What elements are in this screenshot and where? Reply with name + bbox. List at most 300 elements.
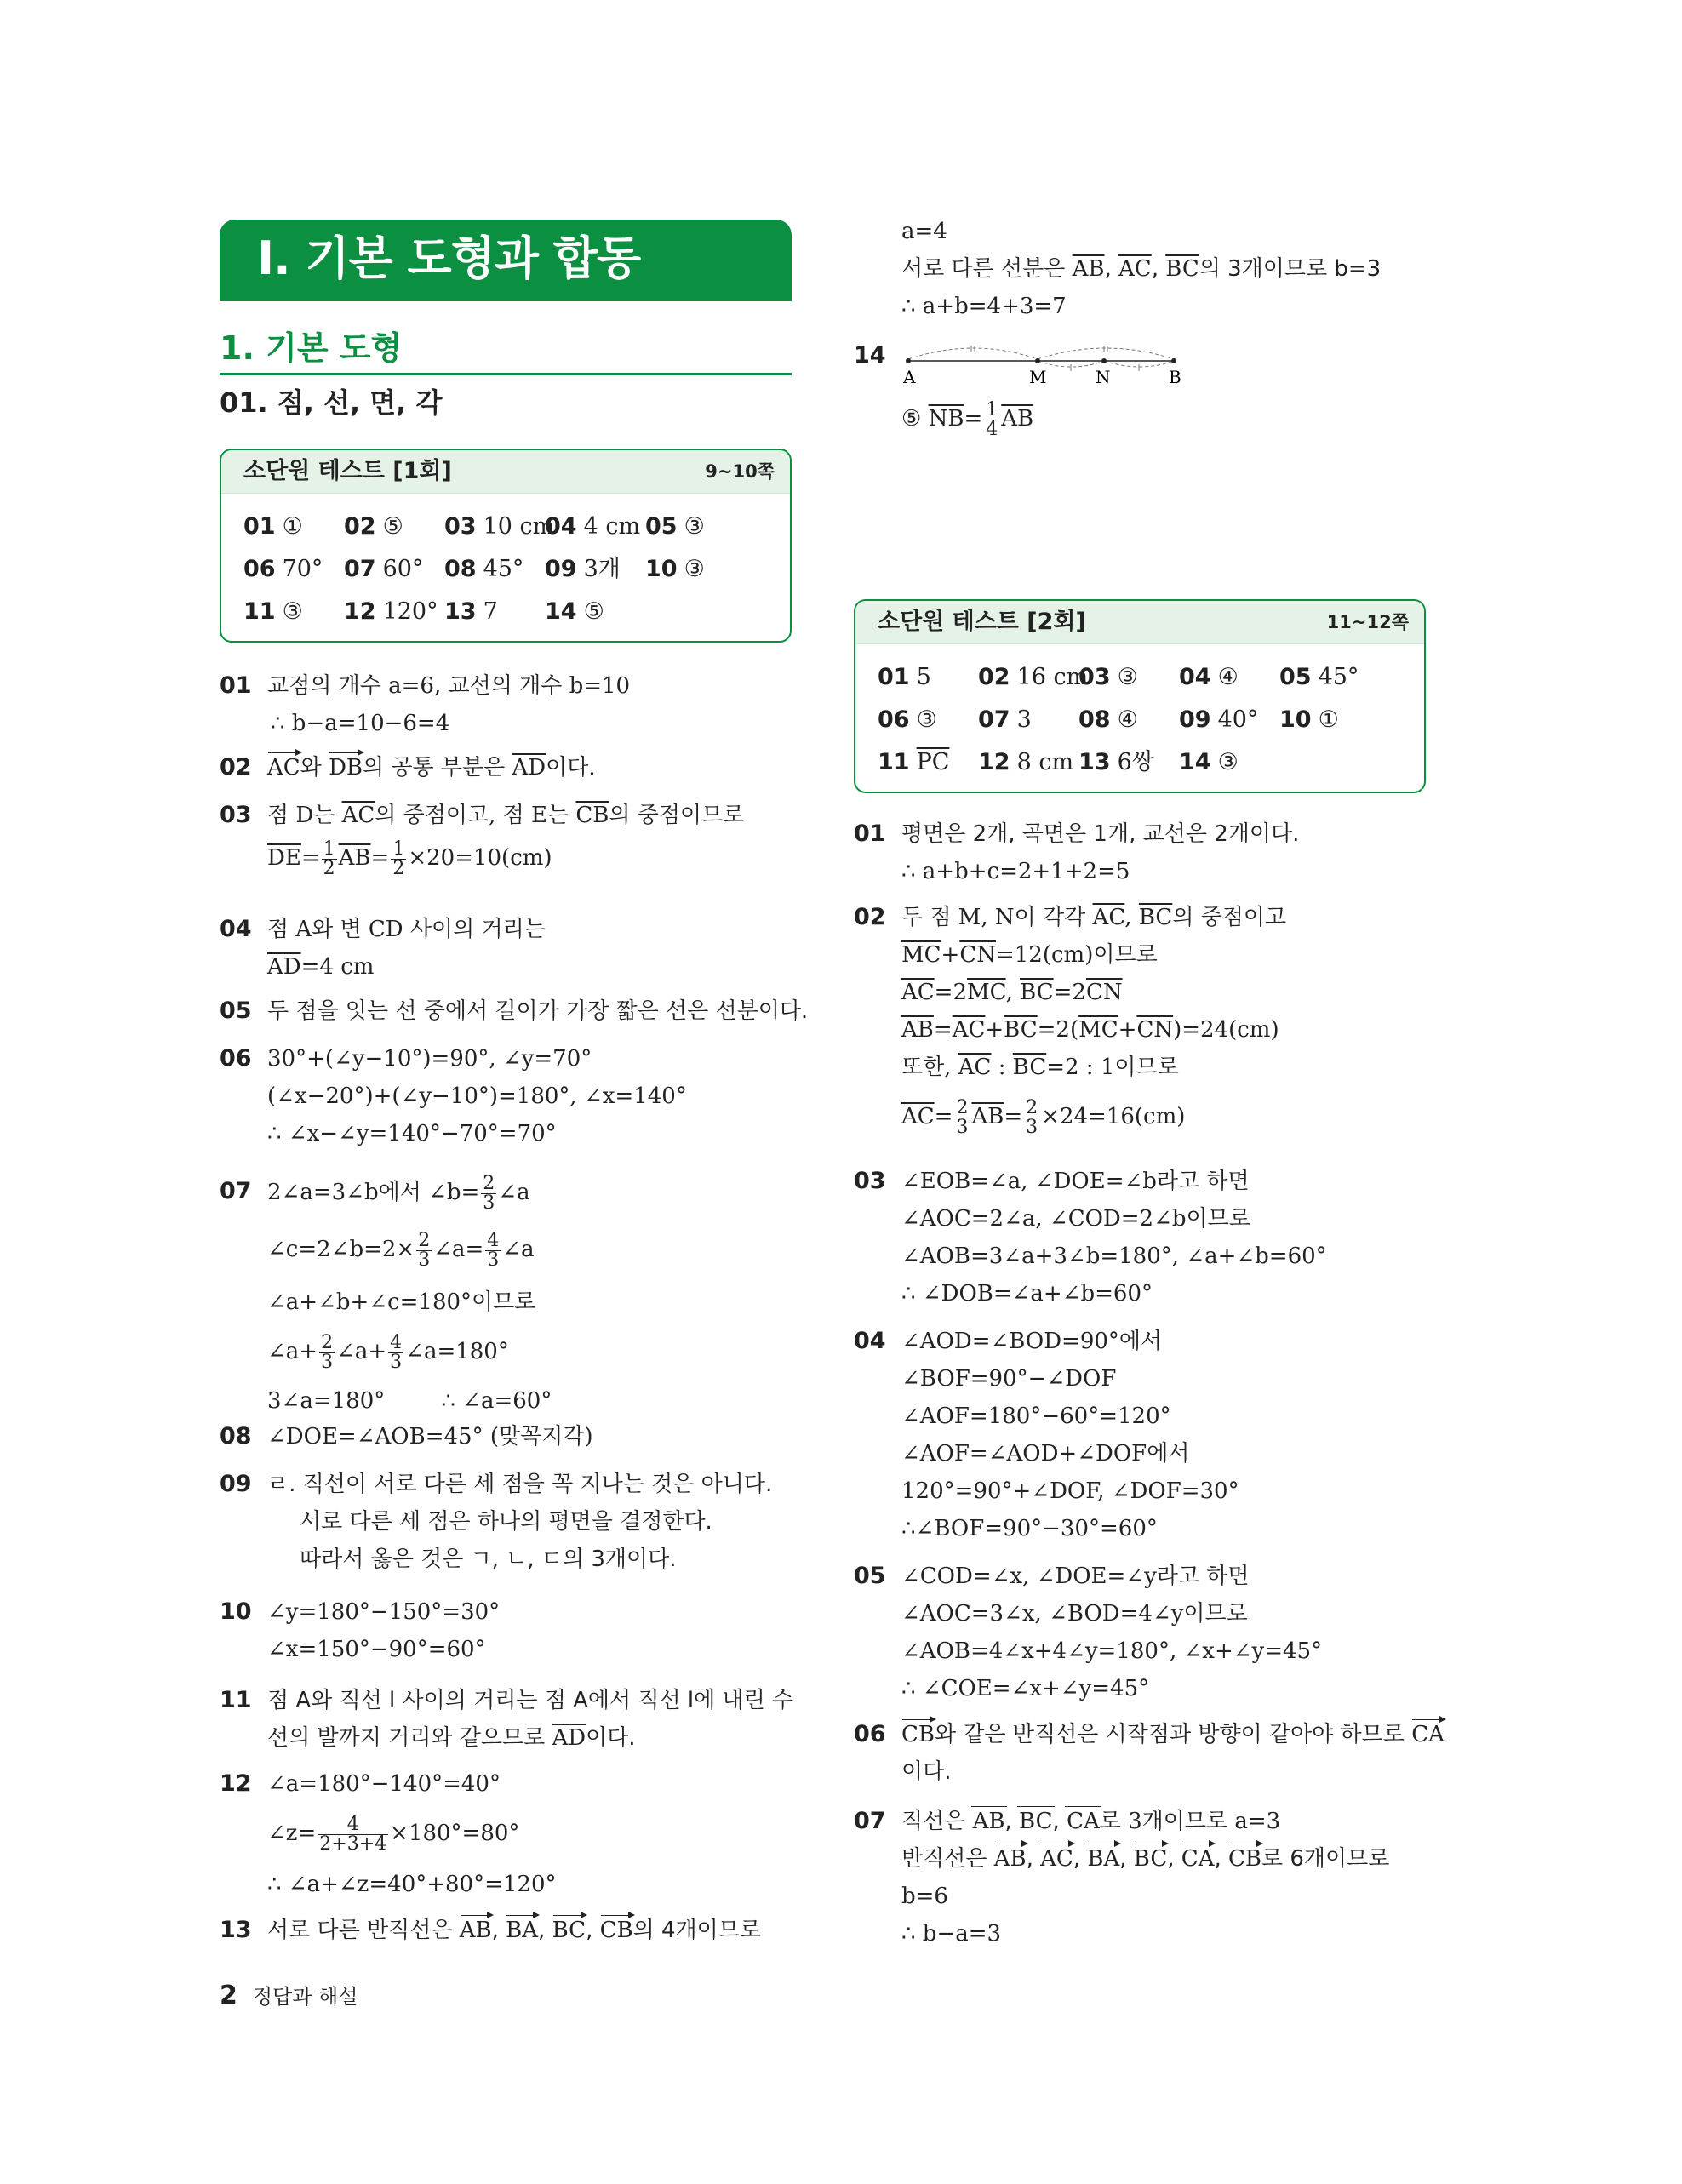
text: ∠z= — [267, 1821, 317, 1846]
numerator: 2 — [418, 1229, 431, 1251]
answer-number: 01 — [243, 513, 276, 540]
answer-number: 01 — [878, 664, 910, 690]
chapter-title: Ⅰ. 기본 도형과 합동 — [220, 220, 792, 298]
solution-line: 이다. — [901, 1759, 952, 1785]
answer-item — [1179, 699, 1258, 741]
solution-06 — [220, 1040, 798, 1152]
solution-line — [267, 1806, 798, 1861]
test-box-title: 소단원 테스트 [1회] — [243, 458, 452, 484]
denominator: 2 — [392, 857, 405, 879]
answer-value: 6쌍 — [1117, 749, 1154, 775]
answer-value: 5 — [916, 664, 931, 690]
text: ∠a — [502, 1237, 535, 1262]
test-box-header — [855, 601, 1424, 644]
solution-line: ∠EOB=∠a, ∠DOE=∠b라고 하면 — [901, 1169, 1250, 1194]
answer-value: ④ — [1217, 664, 1239, 690]
page-number: 2 — [220, 1981, 237, 2010]
text: 와 — [300, 755, 329, 780]
answer-value: 120° — [382, 598, 438, 625]
solution-line: 120°=90°+∠DOF, ∠DOF=30° — [901, 1478, 1239, 1504]
answer-value: $\overline{PC}$ — [916, 749, 950, 775]
text: 와 같은 반직선은 시작점과 방향이 같아야 하므로 — [935, 1722, 1412, 1747]
solution-line: ∠x=150°−90°=60° — [267, 1637, 486, 1662]
answer-number: 02 — [344, 513, 376, 540]
answer-number: 13 — [444, 598, 477, 625]
solution-line: ∴ a+b+c=2+1+2=5 — [901, 859, 1130, 884]
line-label: BC — [1019, 1803, 1052, 1840]
ray-label: BA — [506, 1912, 538, 1949]
answer-item — [645, 548, 705, 591]
solution-line — [267, 948, 798, 986]
text: 이다. — [586, 1725, 636, 1751]
solution-line — [267, 797, 798, 834]
ray-label: CB — [1228, 1840, 1262, 1878]
solution-number: 06 — [854, 1721, 886, 1747]
solution-line: ∠BOF=90°−∠DOF — [901, 1366, 1117, 1392]
answer-number: 03 — [444, 513, 477, 540]
solution-line — [901, 1840, 1433, 1878]
answer-number: 09 — [545, 556, 577, 582]
answer-value: 7 — [483, 598, 498, 625]
point-label-a: A — [903, 367, 916, 387]
separator: , — [1004, 1809, 1020, 1834]
answer-value: ③ — [1217, 749, 1239, 775]
solution-line — [901, 974, 1433, 1011]
text: ⑤ — [901, 406, 929, 432]
numerator: 1 — [323, 838, 335, 860]
solution-line — [267, 1719, 798, 1757]
segment-label: $\overline{CB}$ — [575, 803, 609, 828]
answer-row — [243, 506, 790, 548]
denominator: 2+3+4 — [319, 1832, 387, 1855]
solution-line: ∠a=180°−140°=40° — [267, 1771, 501, 1797]
solution-line — [901, 1803, 1433, 1840]
solution-line: ∴ ∠x−∠y=140°−70°=70° — [267, 1121, 557, 1146]
solution-line — [901, 1089, 1433, 1144]
solution-line: 평면은 2개, 곡면은 1개, 교선은 2개이다. — [901, 821, 1300, 847]
answer-number: 14 — [1179, 749, 1211, 775]
answer-number: 09 — [1179, 706, 1211, 733]
numerator: 2 — [321, 1331, 334, 1353]
text: 의 3개이므로 b=3 — [1199, 256, 1382, 282]
segment-label: $\overline{NB}$ — [928, 406, 964, 432]
segment-label: $\overline{AB}$ — [338, 845, 371, 871]
answer-item — [344, 591, 438, 633]
solution-line: b=6 — [901, 1884, 948, 1909]
numerator: 1 — [392, 838, 405, 860]
solution-line: ∠COD=∠x, ∠DOE=∠y라고 하면 — [901, 1564, 1250, 1589]
solution-02 — [220, 749, 798, 786]
arc-mb — [1038, 348, 1174, 359]
text: , — [1124, 905, 1139, 930]
answer-number: 07 — [344, 556, 376, 582]
answer-item — [978, 656, 1088, 699]
segment-label: $\overline{AD}$ — [267, 954, 301, 980]
separator: , — [1052, 1809, 1067, 1834]
text: 2∠a=3∠b에서 ∠b= — [267, 1180, 480, 1205]
solution-number: 01 — [854, 820, 886, 847]
answer-item — [978, 741, 1073, 784]
point-n — [1101, 358, 1107, 363]
denominator: 3 — [418, 1249, 431, 1271]
ray-label: AC — [1040, 1840, 1073, 1878]
numerator: 2 — [1026, 1096, 1038, 1118]
text: + — [985, 1017, 1004, 1043]
answer-row — [243, 548, 790, 591]
answer-value: ③ — [684, 556, 705, 582]
denominator: 3 — [483, 1192, 495, 1214]
solution-number: 08 — [220, 1423, 252, 1449]
answer-item — [1279, 656, 1359, 699]
solution-number: 02 — [220, 754, 252, 780]
solution-line: 점 A와 변 CD 사이의 거리는 — [267, 917, 546, 942]
ray-label: DB — [329, 749, 363, 786]
answer-number: 12 — [344, 598, 376, 625]
answer-value: 40° — [1217, 706, 1259, 733]
answer-number: 14 — [545, 598, 577, 625]
solution-r05 — [854, 1558, 1433, 1707]
answer-item — [878, 741, 949, 784]
answer-number: 05 — [645, 513, 678, 540]
denominator: 3 — [487, 1249, 500, 1271]
solution-line: 점 A와 직선 l 사이의 거리는 점 A에서 직선 l에 내린 수 — [267, 1688, 794, 1713]
solution-13-continued — [854, 213, 1433, 325]
answer-item — [1279, 699, 1339, 741]
numerator: 2 — [956, 1096, 969, 1118]
solution-13 — [220, 1912, 798, 1949]
numerator: 4 — [487, 1229, 500, 1251]
solution-number: 13 — [220, 1917, 252, 1943]
text: ×180°=80° — [390, 1821, 520, 1846]
solution-line: 3∠a=180° ∴ ∠a=60° — [267, 1388, 552, 1414]
ray-label: CB — [600, 1912, 633, 1949]
solution-line: ∠AOF=180°−60°=120° — [901, 1404, 1171, 1429]
separator: , — [1073, 1846, 1088, 1872]
ray-label: CA — [1411, 1716, 1445, 1753]
fraction — [318, 1815, 388, 1854]
fraction — [1024, 1096, 1039, 1138]
answer-value: 3 — [1016, 706, 1032, 733]
numerator: 4 — [318, 1815, 388, 1835]
answer-number: 10 — [1279, 706, 1312, 733]
text: 두 점 M, N이 각각 — [901, 905, 1093, 930]
solution-line — [267, 839, 798, 878]
solution-line: 30°+(∠y−10°)=90°, ∠y=70° — [267, 1046, 592, 1072]
solution-number: 14 — [854, 342, 886, 369]
solution-line — [901, 1011, 1433, 1049]
solution-r02 — [854, 899, 1433, 1144]
solution-line: ∴ b−a=3 — [901, 1921, 1002, 1947]
segment-label: $\overline{AB}$ — [971, 1104, 1004, 1129]
text: ∠a+ — [267, 1339, 318, 1364]
separator: , — [1151, 256, 1166, 282]
fraction — [416, 1229, 432, 1271]
answer-item — [1179, 741, 1239, 784]
answer-item — [243, 591, 303, 633]
answer-number: 08 — [1078, 706, 1111, 733]
solution-11 — [220, 1682, 798, 1757]
solution-line — [267, 749, 798, 786]
answer-item — [545, 506, 640, 548]
solution-07 — [220, 1168, 798, 1420]
answer-item — [878, 699, 937, 741]
answer-value: ① — [282, 513, 303, 540]
answer-value: 70° — [282, 556, 323, 582]
text: 또한, — [901, 1055, 958, 1080]
solution-number: 09 — [220, 1471, 252, 1497]
answer-value: ③ — [1117, 664, 1138, 690]
solution-line: ∠AOB=4∠x+4∠y=180°, ∠x+∠y=45° — [901, 1638, 1323, 1664]
solution-line — [267, 1912, 798, 1949]
solution-line: ∴∠BOF=90°−30°=60° — [901, 1516, 1158, 1541]
answer-row — [878, 656, 1424, 699]
text: ∠a=180° — [405, 1339, 509, 1364]
solution-line: ∠a+∠b+∠c=180°이므로 — [267, 1289, 536, 1315]
solution-number: 12 — [220, 1770, 252, 1797]
denominator: 3 — [956, 1116, 969, 1138]
arc-am — [908, 348, 1038, 359]
text: =2( — [1037, 1017, 1079, 1043]
text: =2 — [934, 980, 967, 1005]
solution-number: 04 — [854, 1328, 886, 1354]
answer-row — [878, 699, 1424, 741]
text: = — [300, 845, 320, 871]
solution-04 — [220, 911, 798, 986]
segment-label: $\overline{MC}$ — [1078, 1017, 1118, 1043]
solution-line: ∠y=180°−150°=30° — [267, 1599, 501, 1625]
solution-r07 — [854, 1803, 1433, 1952]
segment-label: $\overline{AB}$ — [1001, 406, 1034, 432]
solution-number: 01 — [220, 672, 252, 699]
solution-line: 교점의 개수 a=6, 교선의 개수 b=10 — [267, 673, 631, 699]
answer-item — [243, 506, 303, 548]
text: ×24=16(cm) — [1041, 1104, 1186, 1129]
answer-number: 13 — [1078, 749, 1111, 775]
segment-label: $\overline{AC}$ — [952, 1017, 986, 1043]
segment-label: $\overline{DE}$ — [267, 845, 301, 871]
solution-number: 06 — [220, 1045, 252, 1072]
solution-number: 05 — [854, 1563, 886, 1589]
answer-value: 4 cm — [583, 513, 641, 540]
answer-item — [1179, 656, 1239, 699]
solution-line — [901, 899, 1433, 936]
answer-item — [444, 591, 498, 633]
ray-label: BA — [1087, 1840, 1119, 1878]
segment-label: $\overline{MC}$ — [901, 942, 941, 968]
text: =4 cm — [300, 954, 375, 980]
solution-line: ∠DOE=∠AOB=45° (맞꼭지각) — [267, 1424, 593, 1449]
solution-line: a=4 — [901, 219, 947, 244]
text: 의 4개이므로 — [632, 1918, 761, 1943]
ray-label: AB — [460, 1912, 492, 1949]
numerator: 1 — [986, 398, 998, 420]
solution-line — [901, 392, 1433, 446]
fraction — [485, 1229, 501, 1271]
text: ∠c=2∠b=2× — [267, 1237, 415, 1262]
segment-label: $\overline{AD}$ — [512, 755, 546, 780]
answer-value: 16 cm — [1016, 664, 1089, 690]
test-box-title: 소단원 테스트 [2회] — [878, 609, 1086, 635]
denominator: 3 — [390, 1351, 403, 1373]
answer-number: 08 — [444, 556, 477, 582]
answer-number: 06 — [878, 706, 910, 733]
separator: , — [1214, 1846, 1228, 1872]
solution-line: ∴ b−a=10−6=4 — [271, 711, 450, 736]
footer-label: 정답과 해설 — [252, 1985, 358, 2009]
solution-number: 03 — [854, 1168, 886, 1194]
text: 반직선은 — [901, 1846, 994, 1872]
text: 선의 발까지 거리와 같으므로 — [267, 1725, 552, 1751]
solution-line: ㄹ. 직선이 서로 다른 세 점을 꼭 지나는 것은 아니다. — [267, 1472, 773, 1497]
separator: , — [538, 1918, 552, 1943]
answer-number: 05 — [1279, 664, 1312, 690]
point-m — [1035, 358, 1040, 363]
solution-number: 05 — [220, 998, 252, 1024]
answer-value: ③ — [916, 706, 937, 733]
text: = — [934, 1104, 953, 1129]
answer-value: 10 cm — [483, 513, 555, 540]
answer-number: 04 — [1179, 664, 1211, 690]
separator: , — [1167, 1846, 1181, 1872]
answer-value: ⑤ — [382, 513, 403, 540]
fraction — [481, 1172, 496, 1214]
answer-item — [444, 506, 554, 548]
separator: , — [1104, 256, 1119, 282]
text: , — [1005, 980, 1021, 1005]
segment-label: $\overline{BC}$ — [1020, 980, 1054, 1005]
solution-line: ∠AOD=∠BOD=90°에서 — [901, 1329, 1163, 1354]
point-label-b: B — [1169, 367, 1181, 387]
point-a — [906, 358, 911, 363]
answer-number: 02 — [978, 664, 1010, 690]
answer-item — [1078, 699, 1138, 741]
denominator: 4 — [986, 418, 998, 440]
answer-value: 8 cm — [1016, 749, 1074, 775]
answer-value: ③ — [282, 598, 303, 625]
answer-item — [243, 548, 323, 591]
segment-diagram — [901, 337, 1182, 388]
solution-number: 07 — [854, 1808, 886, 1834]
answer-row — [878, 741, 1424, 784]
segment-label: $\overline{BC}$ — [1012, 1055, 1047, 1080]
solution-line — [267, 1168, 798, 1217]
segment-label: $\overline{BC}$ — [1004, 1017, 1038, 1043]
solution-line: 두 점을 잇는 선 중에서 길이가 가장 짧은 선은 선분이다. — [267, 998, 809, 1024]
fraction — [984, 398, 999, 440]
solution-05 — [220, 992, 809, 1030]
segment-label: $\overline{CN}$ — [1136, 1017, 1174, 1043]
solution-number: 10 — [220, 1598, 252, 1625]
denominator: 2 — [323, 857, 335, 879]
segment-label: $\overline{AB}$ — [1072, 256, 1105, 282]
answer-row — [243, 591, 790, 633]
solution-09 — [220, 1466, 798, 1578]
fraction — [388, 1331, 403, 1373]
answer-grid — [855, 644, 1424, 791]
answer-value: 3개 — [583, 556, 621, 582]
page-footer — [220, 1979, 358, 2014]
segment-label: $\overline{MC}$ — [967, 980, 1006, 1005]
text: = — [1004, 1104, 1023, 1129]
segment-label: $\overline{CN}$ — [959, 942, 996, 968]
answer-item — [444, 548, 523, 591]
text: =2 — [1053, 980, 1086, 1005]
segment-label: $\overline{BC}$ — [1138, 905, 1173, 930]
text: )=24(cm) — [1173, 1017, 1279, 1043]
answer-value: ① — [1318, 706, 1339, 733]
answer-item — [1078, 656, 1138, 699]
subsection-title: 01. 점, 선, 면, 각 — [220, 386, 443, 419]
segment-label: $\overline{AC}$ — [901, 980, 935, 1005]
solution-01 — [220, 667, 798, 742]
solution-line: ∴ ∠DOB=∠a+∠b=60° — [901, 1281, 1153, 1306]
text: ∠a+ — [336, 1339, 387, 1364]
solution-r06 — [854, 1716, 1445, 1791]
text: =2 : 1이므로 — [1046, 1055, 1179, 1080]
answer-number: 11 — [878, 749, 910, 775]
numerator: 2 — [483, 1172, 495, 1194]
solution-r01 — [854, 815, 1433, 890]
solution-line — [901, 936, 1433, 974]
fraction — [954, 1096, 970, 1138]
point-label-m: M — [1029, 367, 1047, 387]
text: = — [964, 406, 983, 432]
solution-line — [267, 1324, 798, 1379]
numerator: 4 — [390, 1331, 403, 1353]
solution-line — [901, 1049, 1433, 1086]
answer-value: 60° — [382, 556, 424, 582]
answer-value: 45° — [483, 556, 524, 582]
separator: , — [1119, 1846, 1134, 1872]
answer-number: 11 — [243, 598, 276, 625]
solution-line — [901, 250, 1433, 288]
test-box-header — [221, 450, 790, 494]
test-box-1 — [220, 449, 792, 643]
solution-line: ∴ ∠COE=∠x+∠y=45° — [901, 1676, 1150, 1701]
solution-10 — [220, 1593, 798, 1668]
solution-line: ∴ a+b=4+3=7 — [901, 294, 1067, 319]
answer-value: ④ — [1117, 706, 1138, 733]
solution-line: ∴ ∠a+∠z=40°+80°=120° — [267, 1872, 557, 1897]
test-box-2 — [854, 599, 1426, 793]
segment-label: $\overline{AC}$ — [1118, 256, 1152, 282]
text: 의 중점이고 — [1172, 905, 1287, 930]
ray-label: BC — [552, 1912, 586, 1949]
text: =12(cm)이므로 — [995, 942, 1158, 968]
solution-number: 02 — [854, 904, 886, 930]
denominator: 3 — [321, 1351, 334, 1373]
answer-value: 45° — [1318, 664, 1359, 690]
solution-number: 03 — [220, 802, 252, 828]
solution-08 — [220, 1418, 798, 1455]
solution-r03 — [854, 1163, 1433, 1312]
ray-label: CA — [1181, 1840, 1215, 1878]
answer-value: ⑤ — [583, 598, 604, 625]
answer-item — [645, 506, 705, 548]
fraction — [391, 840, 406, 878]
solution-line: ∠AOC=2∠a, ∠COD=2∠b이므로 — [901, 1206, 1250, 1232]
line-label: CA — [1067, 1803, 1100, 1840]
answer-number: 03 — [1078, 664, 1111, 690]
solution-line: (∠x−20°)+(∠y−10°)=180°, ∠x=140° — [267, 1083, 687, 1109]
solution-03 — [220, 797, 798, 878]
text: + — [1118, 1017, 1137, 1043]
segment-label: $\overline{CN}$ — [1085, 980, 1123, 1005]
separator: , — [1026, 1846, 1041, 1872]
solution-line — [901, 1716, 1445, 1753]
answer-number: 07 — [978, 706, 1010, 733]
text: 의 공통 부분은 — [363, 755, 512, 780]
